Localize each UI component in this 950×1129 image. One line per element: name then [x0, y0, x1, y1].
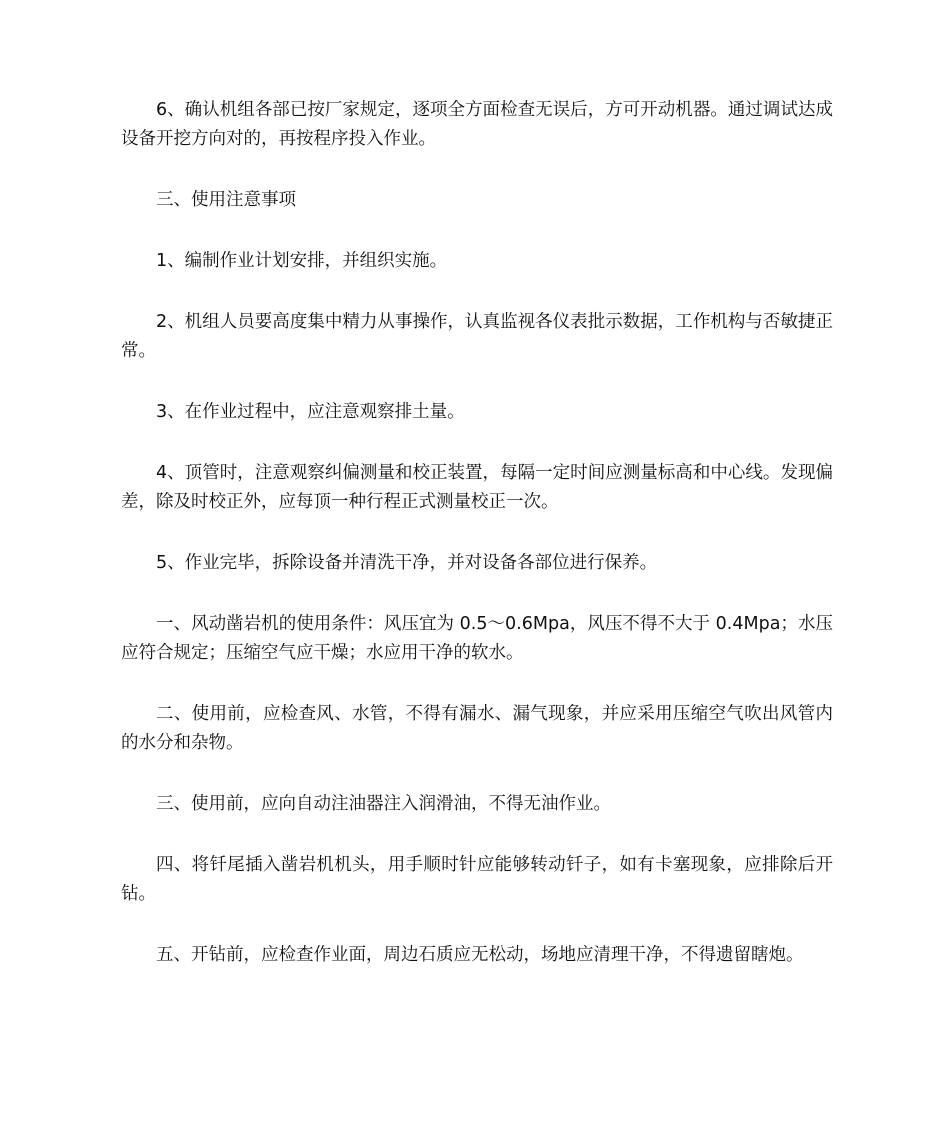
paragraph-note-2: 2、机组人员要高度集中精力从事操作，认真监视各仪表批示数据，工作机构与否敏捷正常。 — [121, 312, 833, 361]
paragraph-note-1: 1、编制作业计划安排，并组织实施。 — [156, 251, 448, 271]
paragraph-note-4: 4、顶管时，注意观察纠偏测量和校正装置，每隔一定时间应测量标高和中心线。发现偏差，除及时校正外，应每顶一种行程正式测量校正一次。 — [121, 463, 833, 512]
paragraph-drill-precheck: 二、使用前，应检查风、水管，不得有漏水、漏气现象，并应采用压缩空气吹出风管内的水分和杂物。 — [121, 704, 833, 753]
paragraph-note-5: 5、作业完毕，拆除设备并清洗干净，并对设备各部位进行保养。 — [156, 553, 658, 573]
paragraph-note-3: 3、在作业过程中，应注意观察排土量。 — [156, 402, 465, 422]
paragraph-drill-shank: 四、将钎尾插入凿岩机机头，用手顺时针应能够转动钎子，如有卡塞现象，应排除后开钻。 — [121, 855, 833, 904]
section-heading-usage-notes: 三、使用注意事项 — [156, 190, 296, 210]
paragraph-step-6: 6、确认机组各部已按厂家规定，逐项全方面检查无误后，方可开动机器。通过调试达成设备开挖方向对的，再按程序投入作业。 — [121, 100, 833, 149]
paragraph-drill-conditions: 一、风动凿岩机的使用条件：风压宜为 0.5～0.6Mpa，风压不得不大于 0.4Mpa；水压应符合规定；压缩空气应干燥；水应用干净的软水。 — [121, 614, 833, 663]
paragraph-drill-lubrication: 三、使用前，应向自动注油器注入润滑油，不得无油作业。 — [156, 794, 611, 814]
document-body — [121, 96, 833, 1002]
paragraph-drill-worksurface: 五、开钻前，应检查作业面，周边石质应无松动，场地应清理干净，不得遗留瞎炮。 — [156, 945, 804, 965]
